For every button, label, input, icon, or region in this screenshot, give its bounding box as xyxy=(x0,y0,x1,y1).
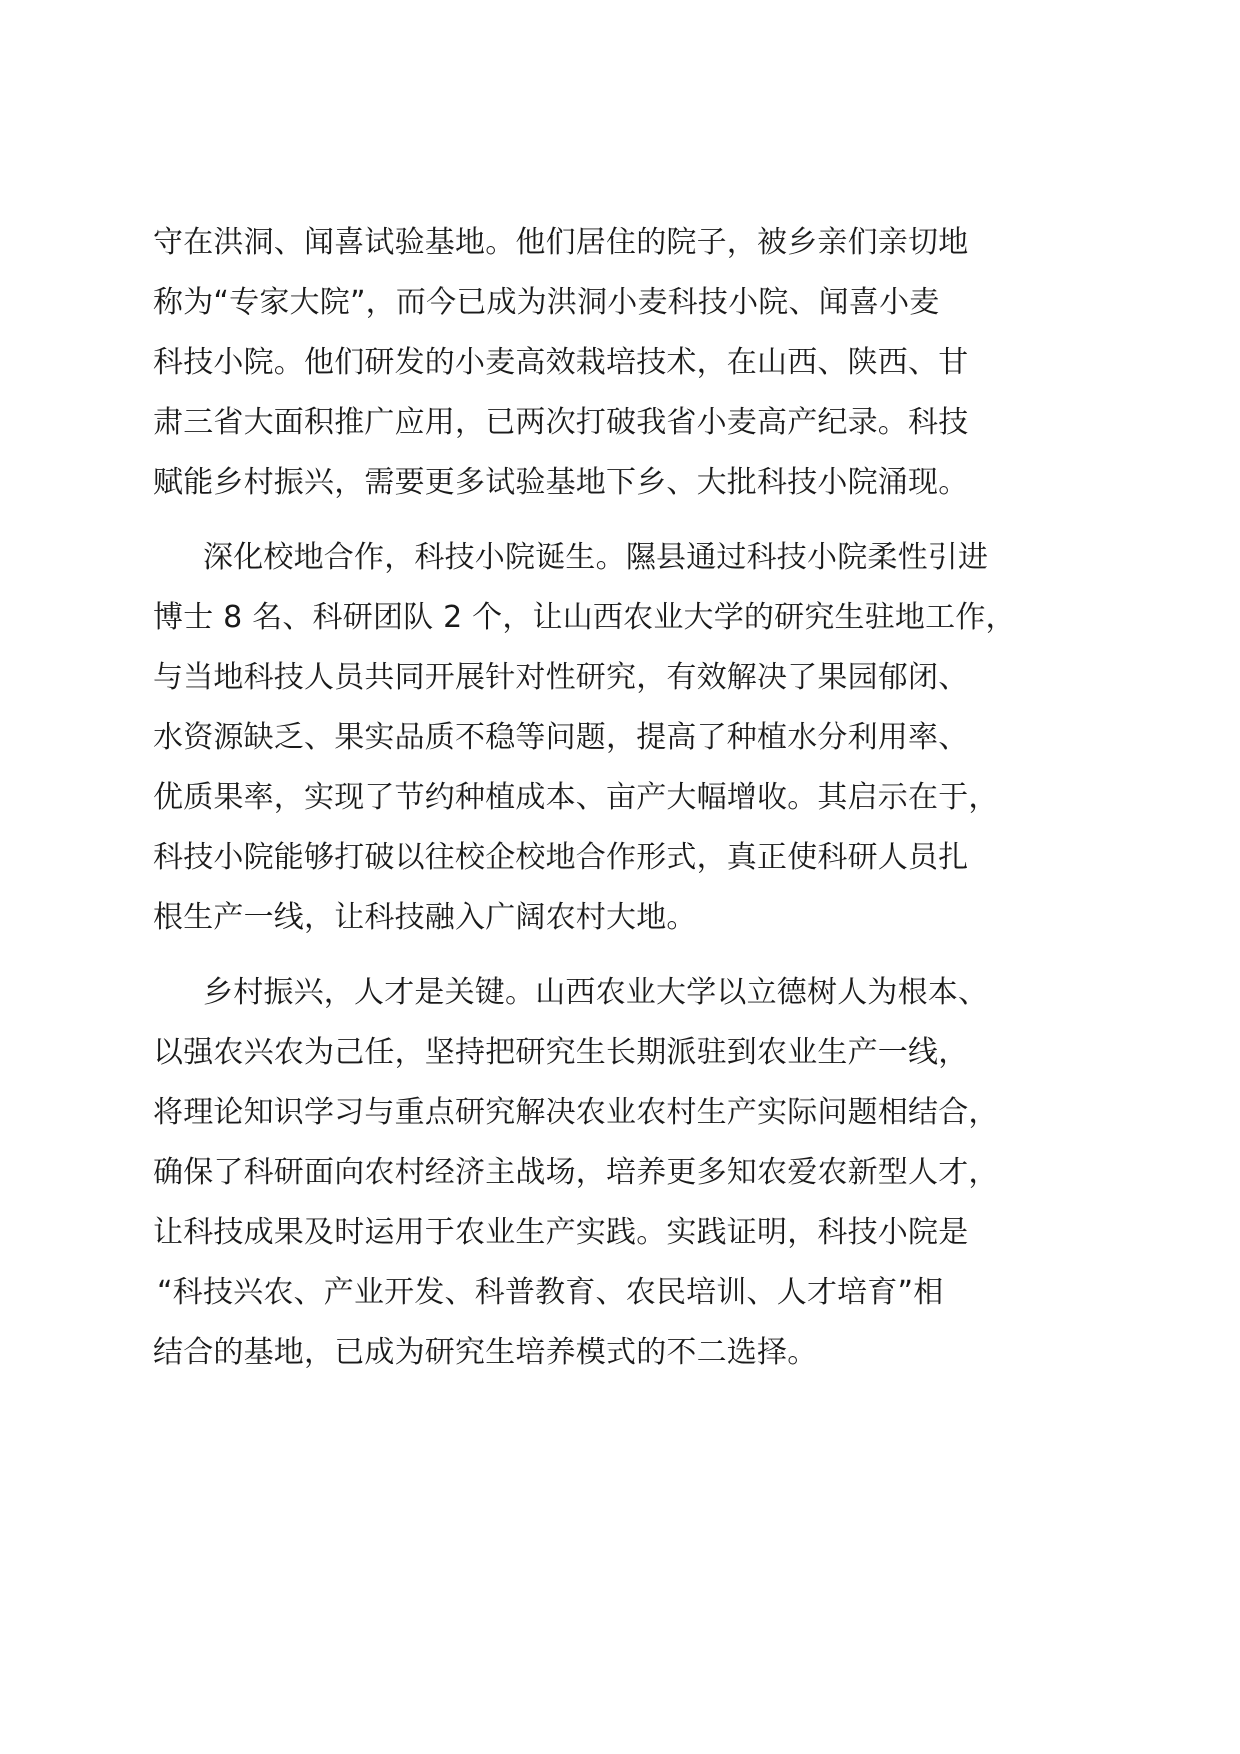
text-line: 博士 8 名、科研团队 2 个，让山西农业大学的研究生驻地工作， xyxy=(153,600,1016,635)
text-line: “科技兴农、产业开发、科普教育、农民培训、人才培育”相 xyxy=(157,1275,944,1310)
text-line: 优质果率，实现了节约种植成本、亩产大幅增收。其启示在于， xyxy=(153,780,999,815)
text-line: 乡村振兴，人才是关键。山西农业大学以立德树人为根本、 xyxy=(203,975,989,1010)
text-line: 深化校地合作，科技小院诞生。隰县通过科技小院柔性引进 xyxy=(203,540,989,575)
text-line: 以强农兴农为己任，坚持把研究生长期派驻到农业生产一线， xyxy=(153,1035,969,1070)
text-line: 科技小院。他们研发的小麦高效栽培技术，在山西、陕西、甘 xyxy=(153,345,969,380)
text-line: 水资源缺乏、果实品质不稳等问题，提高了种植水分利用率、 xyxy=(153,720,969,755)
text-line: 确保了科研面向农村经济主战场，培养更多知农爱农新型人才， xyxy=(153,1155,999,1190)
text-line: 科技小院能够打破以往校企校地合作形式，真正使科研人员扎 xyxy=(153,840,969,875)
text-line: 让科技成果及时运用于农业生产实践。实践证明，科技小院是 xyxy=(153,1215,969,1250)
text-line: 称为“专家大院”，而今已成为洪洞小麦科技小院、闻喜小麦 xyxy=(153,285,940,320)
text-line: 结合的基地，已成为研究生培养模式的不二选择。 xyxy=(153,1335,818,1370)
text-line: 与当地科技人员共同开展针对性研究，有效解决了果园郁闭、 xyxy=(153,660,969,695)
text-line: 赋能乡村振兴，需要更多试验基地下乡、大批科技小院涌现。 xyxy=(153,465,969,500)
paragraph-1 xyxy=(153,213,1107,513)
text-line: 守在洪洞、闻喜试验基地。他们居住的院子，被乡亲们亲切地 xyxy=(153,225,969,260)
text-line: 肃三省大面积推广应用，已两次打破我省小麦高产纪录。科技 xyxy=(153,405,969,440)
paragraph-2 xyxy=(153,528,1107,948)
text-line: 将理论知识学习与重点研究解决农业农村生产实际问题相结合， xyxy=(153,1095,999,1130)
document-body xyxy=(153,213,1107,1398)
text-line: 根生产一线，让科技融入广阔农村大地。 xyxy=(153,900,697,935)
paragraph-3 xyxy=(153,963,1107,1383)
